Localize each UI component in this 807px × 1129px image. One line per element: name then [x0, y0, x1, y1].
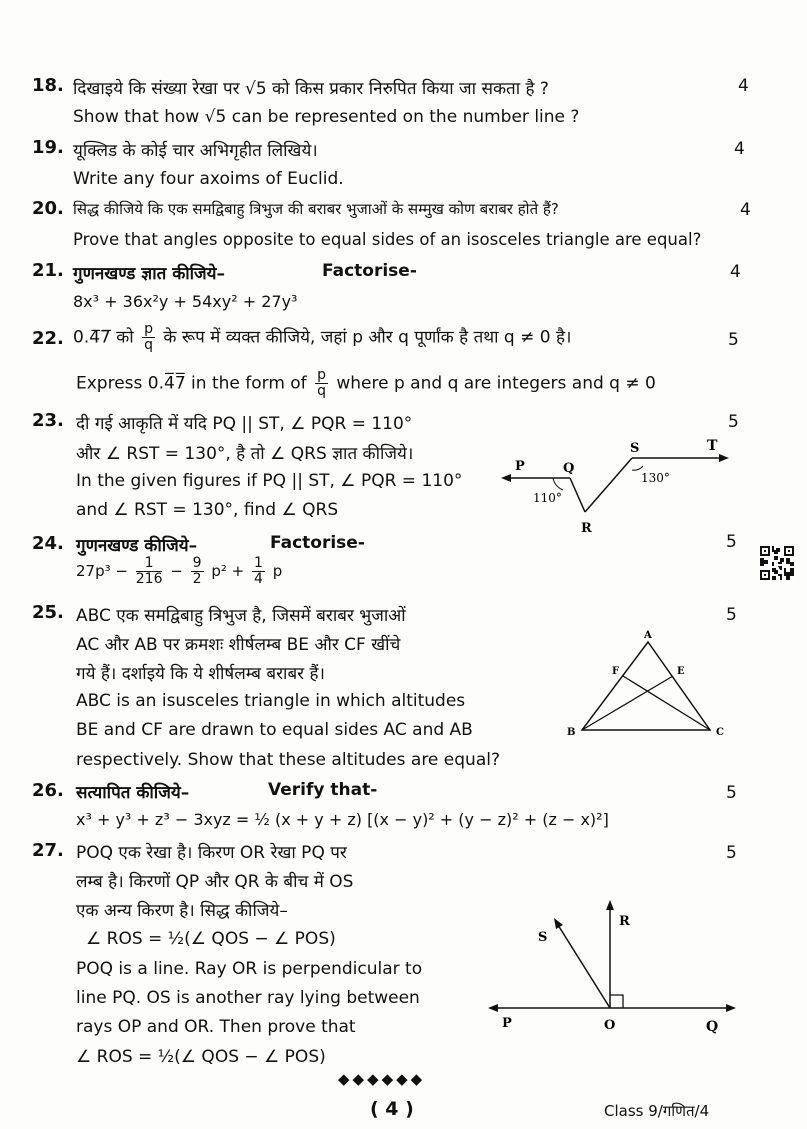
question-text-hindi: गुणनखण्ड ज्ञात कीजिये–: [73, 264, 226, 284]
question-number: 25.: [32, 602, 64, 623]
numerator: 1: [136, 556, 163, 572]
question-text-hindi-2: लम्ब है। किरणों QP और QR के बीच में OS: [76, 872, 354, 892]
question-marks: 4: [730, 262, 741, 282]
question-text-hindi-3: एक अन्य किरण है। सिद्ध कीजिये–: [76, 901, 288, 921]
fraction-p-q: [142, 322, 155, 353]
term: 27p³ −: [76, 562, 128, 580]
question-number: 24.: [32, 533, 64, 554]
question-text-english-2: and ∠ RST = 130°, find ∠ QRS: [76, 500, 339, 520]
english-part-b: where p and q are integers and q ≠ 0: [336, 373, 656, 394]
label-q: Q: [563, 461, 575, 476]
question-text-hindi-3: गये हैं। दर्शाइये कि ये शीर्षलम्ब बराबर हैं।: [76, 664, 325, 684]
angle-label-130: 130°: [641, 471, 670, 485]
hindi-part-a: 0.4̅7̅ को: [73, 327, 134, 348]
fraction: [252, 556, 265, 587]
label-c: C: [716, 727, 724, 738]
question-text-hindi-1: POQ एक रेखा है। किरण OR रेखा PQ पर: [76, 843, 347, 863]
label-t: T: [707, 438, 718, 454]
question-text-hindi: दिखाइये कि संख्या रेखा पर √5 को किस प्रकार निरुपित किया जा सकता है ?: [73, 79, 549, 99]
question-text-hindi: गुणनखण्ड कीजिये–: [76, 536, 198, 556]
numerator: p: [317, 367, 326, 383]
question-text-english-3: respectively. Show that these altitudes are equal?: [76, 750, 500, 770]
question-text-english: Factorise-: [270, 533, 365, 553]
numerator: 9: [192, 555, 202, 571]
label-a: A: [644, 630, 652, 641]
question-text-english-2: line PQ. OS is another ray lying between: [76, 988, 420, 1008]
question-text-hindi: सत्यापित कीजिये–: [76, 783, 190, 803]
term: −: [170, 562, 183, 580]
denominator: 4: [253, 571, 263, 587]
english-part-a: Express 0.4̅7̅ in the form of: [76, 373, 307, 394]
fraction-p-q: [315, 368, 328, 399]
angle-label-110: 110°: [533, 491, 562, 505]
question-text-english: Verify that-: [268, 780, 378, 800]
question-text-english: Show that how √5 can be represented on the number line ?: [73, 107, 580, 127]
question-number: 21.: [32, 260, 64, 281]
question-number: 23.: [32, 410, 64, 431]
label-f: F: [612, 666, 620, 677]
denominator: q: [144, 337, 154, 353]
question-text-english-1: In the given figures if PQ || ST, ∠ PQR = 110°: [76, 471, 463, 491]
qr-code-icon: [760, 546, 794, 580]
question-text-hindi-1: ABC एक समद्विबाहु त्रिभुज है, जिसमें बराबर भुजाओं: [76, 606, 406, 626]
question-text-english: [76, 368, 656, 399]
question-number: 18.: [32, 75, 64, 96]
label-b: B: [567, 727, 576, 738]
question-text-hindi-2: और ∠ RST = 130°, है तो ∠ QRS ज्ञात कीजिये।: [76, 444, 414, 464]
question-text-hindi: [73, 322, 571, 353]
question-text-english-2: BE and CF are drawn to equal sides AC and AB: [76, 720, 473, 740]
term: p: [272, 562, 283, 580]
question-marks: 5: [726, 783, 737, 803]
question-marks: 5: [726, 532, 737, 552]
question-marks: 5: [728, 412, 739, 432]
fraction: [191, 556, 204, 587]
class-label: Class 9/गणित/4: [604, 1102, 710, 1120]
question-marks: 5: [726, 605, 737, 625]
question-text-english: Factorise-: [322, 261, 417, 281]
question-text-hindi: सिद्ध कीजिये कि एक समद्विबाहु त्रिभुज की बराबर भुजाओं के सम्मुख कोण बराबर होते हैं?: [73, 200, 559, 218]
expression: [76, 556, 282, 587]
term: p² +: [211, 562, 245, 580]
denominator: q: [317, 383, 326, 399]
label-r: R: [619, 914, 630, 929]
question-marks: 4: [738, 76, 749, 96]
perpendicular-ray-figure: [480, 895, 750, 1040]
question-marks: 5: [728, 330, 739, 350]
question-number: 22.: [32, 328, 64, 349]
denominator: 2: [192, 571, 202, 587]
expression: 8x³ + 36x²y + 54xy² + 27y³: [73, 292, 298, 311]
isosceles-triangle-figure: [560, 628, 730, 743]
question-marks: 4: [734, 139, 745, 159]
label-s: S: [630, 441, 640, 456]
question-text-english: Write any four axoims of Euclid.: [73, 169, 344, 189]
question-text-english-1: POQ is a line. Ray OR is perpendicular to: [76, 959, 423, 979]
question-text-english-3: rays OP and OR. Then prove that: [76, 1017, 356, 1037]
label-e: E: [677, 666, 685, 677]
label-o: O: [604, 1018, 616, 1033]
numerator: 1: [253, 555, 263, 571]
page-number: ( 4 ): [370, 1098, 414, 1120]
footer-dots: ◆◆◆◆◆◆: [338, 1070, 426, 1088]
label-p: P: [502, 1016, 512, 1031]
label-r: R: [581, 521, 592, 536]
denominator: 216: [135, 571, 163, 587]
label-p: P: [515, 459, 525, 474]
hindi-part-b: के रूप में व्यक्त कीजिये, जहां p और q पूर्णांक है तथा q ≠ 0 है।: [163, 327, 572, 348]
equation-hindi: ∠ ROS = ½(∠ QOS − ∠ POS): [86, 929, 336, 949]
label-q: Q: [706, 1019, 719, 1035]
equation-english: ∠ ROS = ½(∠ QOS − ∠ POS): [76, 1047, 326, 1067]
question-text-english-1: ABC is an isusceles triangle in which altitudes: [76, 691, 466, 711]
question-number: 27.: [32, 840, 64, 861]
question-number: 19.: [32, 137, 64, 158]
fraction: [136, 556, 163, 587]
question-number: 20.: [32, 198, 64, 219]
expression: x³ + y³ + z³ − 3xyz = ½ (x + y + z) [(x − y)² + (y − z)² + (z − x)²]: [76, 810, 609, 829]
question-text-hindi-1: दी गई आकृति में यदि PQ || ST, ∠ PQR = 110°: [76, 414, 413, 434]
numerator: p: [144, 321, 154, 337]
question-text-english: Prove that angles opposite to equal sides of an isosceles triangle are equal?: [73, 230, 702, 249]
parallel-lines-figure: [495, 430, 740, 540]
question-marks: 5: [726, 843, 737, 863]
question-text-hindi-2: AC और AB पर क्रमशः शीर्षलम्ब BE और CF खींचे: [76, 635, 401, 655]
label-s: S: [538, 930, 548, 945]
question-number: 26.: [32, 780, 64, 801]
question-text-hindi: यूक्लिड के कोई चार अभिगृहीत लिखिये।: [73, 141, 318, 161]
question-marks: 4: [740, 200, 751, 220]
